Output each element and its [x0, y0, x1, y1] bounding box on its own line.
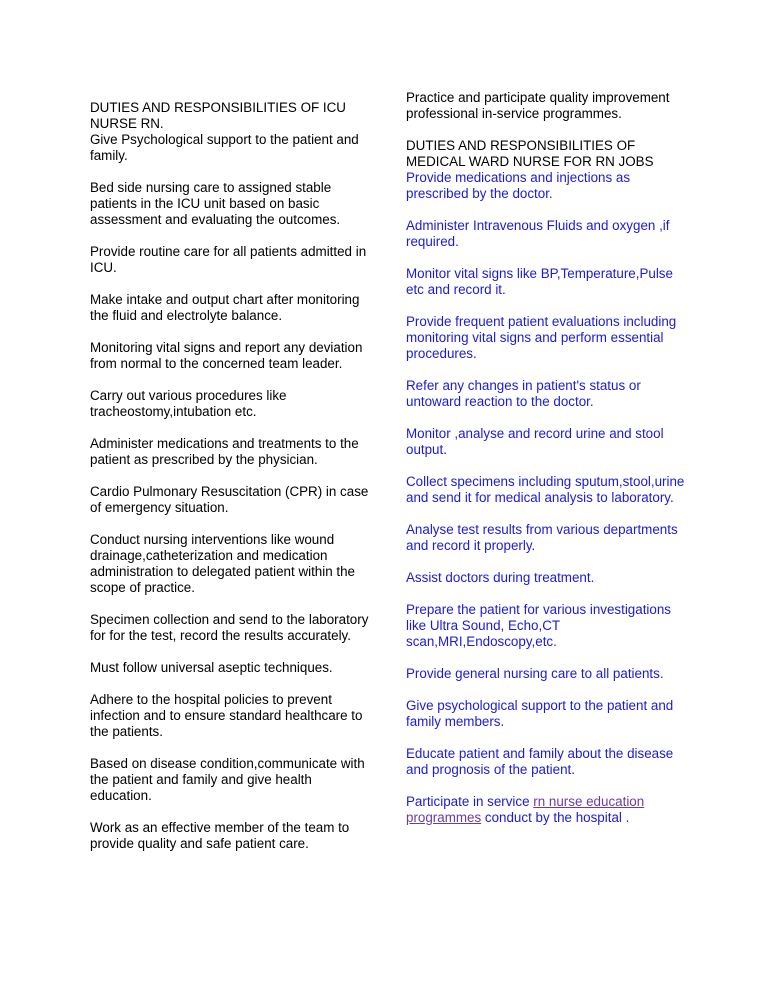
ward-nurse-column	[406, 90, 688, 842]
last-item-text-after: conduct by the hospital .	[481, 810, 630, 825]
inservice-item: Practice and participate quality improvement professional in-service programmes.	[406, 90, 670, 121]
icu-duty-item: Carry out various procedures like tracheostomy,intubation etc.	[90, 388, 287, 419]
icu-duty-item: Provide routine care for all patients admitted in ICU.	[90, 244, 367, 275]
ward-duty-last-item	[406, 794, 688, 826]
ward-duty-item: Prepare the patient for various investigations like Ultra Sound, Echo,CT scan,MRI,Endoscopy,etc.	[406, 602, 671, 649]
icu-duty-item: Conduct nursing interventions like wound drainage,catheterization and medication administration to delegated patient within the scope of practice.	[90, 532, 356, 595]
icu-duty-item: Monitoring vital signs and report any deviation from normal to the concerned team leader.	[90, 340, 363, 371]
icu-duty-item: Make intake and output chart after monitoring the fluid and electrolyte balance.	[90, 292, 360, 323]
ward-duty-item: Educate patient and family about the disease and prognosis of the patient.	[406, 746, 674, 777]
icu-duties-block	[90, 100, 372, 164]
icu-duty-item: Give Psychological support to the patient and family.	[90, 132, 359, 163]
icu-duty-item: Work as an effective member of the team to provide quality and safe patient care.	[90, 820, 350, 851]
last-item-text-before: Participate in service	[406, 794, 534, 809]
icu-duty-item: Administer medications and treatments to the patient as prescribed by the physician.	[90, 436, 359, 467]
icu-nurse-column	[90, 100, 372, 868]
nurse-education-link[interactable]: rn nurse education programmes	[406, 794, 645, 825]
ward-duty-item: Give psychological support to the patient and family members.	[406, 698, 674, 729]
ward-duty-item: Analyse test results from various departments and record it properly.	[406, 522, 678, 553]
ward-duty-item: Assist doctors during treatment.	[406, 570, 595, 585]
ward-duties-block	[406, 138, 688, 202]
icu-duty-item: Based on disease condition,communicate with the patient and family and give health education.	[90, 756, 365, 803]
ward-duty-item: Monitor ,analyse and record urine and stool output.	[406, 426, 664, 457]
icu-duty-item: Must follow universal aseptic techniques.	[90, 660, 333, 675]
icu-duty-item: Cardio Pulmonary Resuscitation (CPR) in case of emergency situation.	[90, 484, 369, 515]
icu-duty-item: Adhere to the hospital policies to prevent infection and to ensure standard healthcare to the patients.	[90, 692, 363, 739]
ward-duty-item: Refer any changes in patient's status or untoward reaction to the doctor.	[406, 378, 641, 409]
icu-duty-item: Bed side nursing care to assigned stable patients in the ICU unit based on basic assessment and evaluating the outcomes.	[90, 180, 341, 227]
ward-duty-item: Provide frequent patient evaluations including monitoring vital signs and perform essential procedures.	[406, 314, 677, 361]
icu-duties-heading: DUTIES AND RESPONSIBILITIES OF ICU NURSE RN.	[90, 100, 346, 131]
ward-duty-item: Provide medications and injections as prescribed by the doctor.	[406, 170, 631, 201]
ward-duty-item: Collect specimens including sputum,stool,urine and send it for medical analysis to laboratory.	[406, 474, 685, 505]
icu-duty-item: Specimen collection and send to the laboratory for for the test, record the results accurately.	[90, 612, 369, 643]
ward-duty-item: Provide general nursing care to all patients.	[406, 666, 664, 681]
ward-duty-item: Administer Intravenous Fluids and oxygen ,if required.	[406, 218, 670, 249]
ward-duty-item: Monitor vital signs like BP,Temperature,Pulse etc and record it.	[406, 266, 673, 297]
ward-duties-heading: DUTIES AND RESPONSIBILITIES OF MEDICAL WARD NURSE FOR RN JOBS	[406, 138, 654, 169]
